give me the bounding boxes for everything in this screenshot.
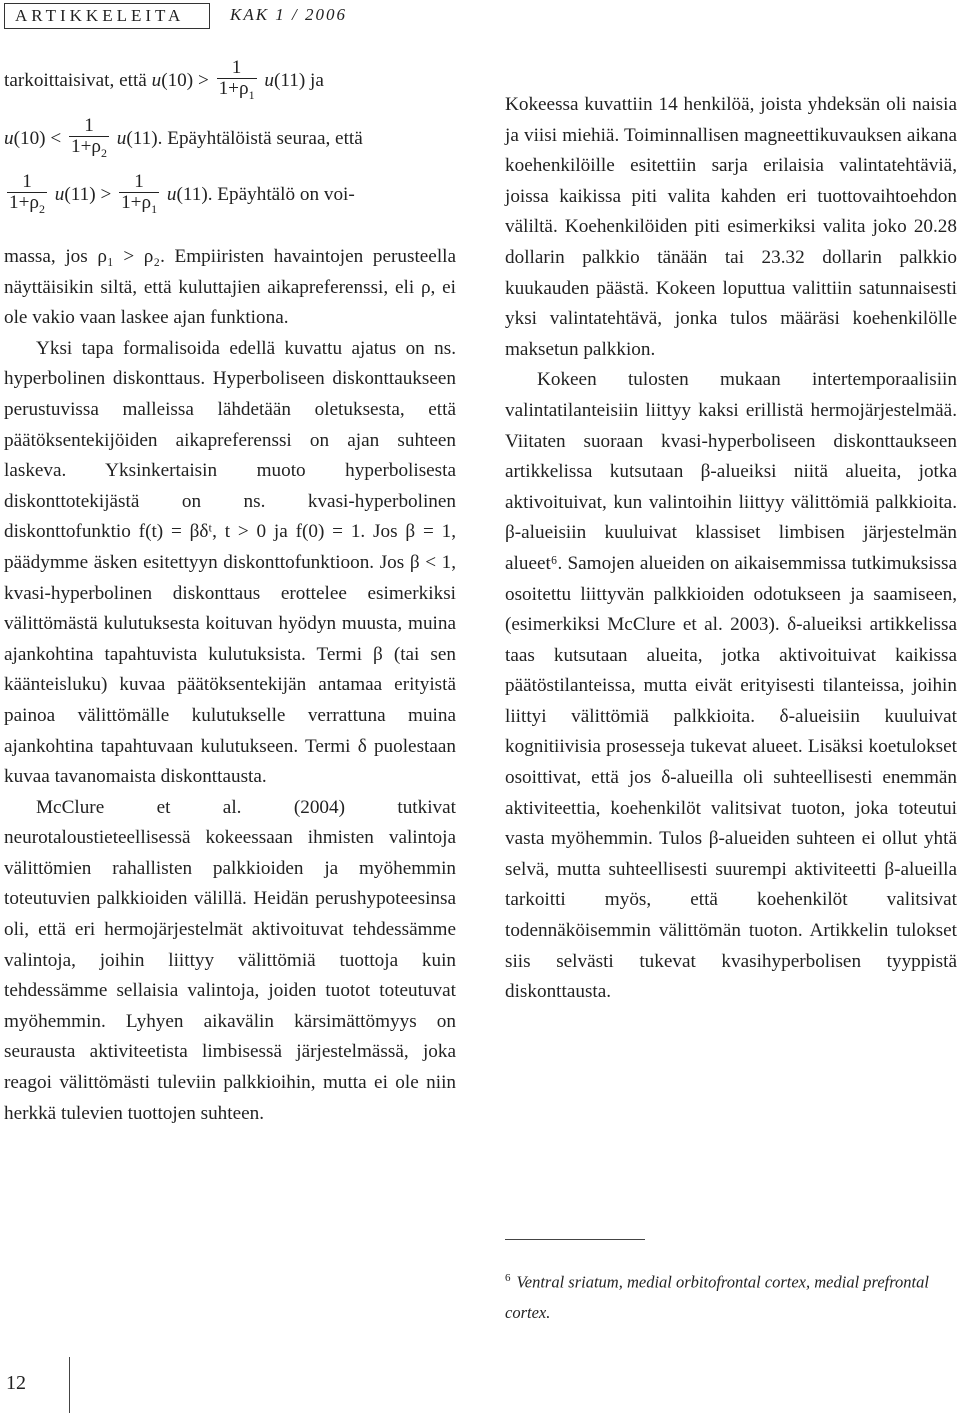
fraction: $\frac{1}{1+\rho_2}$ xyxy=(9,171,45,216)
fraction: $\frac{1}{1+\rho_2}$ xyxy=(70,115,107,160)
right-column xyxy=(505,90,957,1008)
paragraph: Kokeessa kuvattiin 14 henkilöä, joista yhdeksän oli naisia ja viisi miehiä. Toiminnallisen magneettikuvauksen aikana koehenkilöille esitettiin sarja erilaisia valintatehtäviä, joissa kaikissa piti valita kahden eri tuottovaihtoehdon väliltä. Koehenkilöiden piti esimerkiksi valita joko 20.28 dollarin palkkio tänään tai 23.32 dollarin palkkio kuukauden päästä. Kokeen loputtua valittiin satunnaisesti yksi valintatehtävä, jonka tulos määräsi koehenkilölle maksetun palkkion. xyxy=(505,94,957,360)
paragraph: Yksi tapa formalisoida edellä kuvattu ajatus on ns. hyperbolinen diskonttaus. Hyperboliseen diskonttaukseen perustuvissa malleissa lähdetään oletuksesta, että päätöksentekijöiden aikapreferenssi on ajan suhteen laskeva. Yksinkertaisin muoto hyperbolisesta diskonttotekijästä on ns. kvasi-hyperbolinen diskonttofunktio f(t) = βδᵗ, t > 0 ja f(0) = 1. Jos β = 1, päädymme äsken esitettyyn diskonttofunktioon. Jos β < 1, kvasi-hyperbolinen diskonttaus erottelee esimerkiksi välittömästä kulutuksesta koituvan hyödyn muusta, muina ajankohtina tapahtuvista kulutuksista. Termi β (tai sen käänteisluku) kuvaa päätöksentekijän antamaa erityistä painoa välittömälle kulutukselle verrattuna muina ajankohtina tapahtuvaan kulutukseen. Termi δ puolestaan kuvaa tavanomaista diskonttausta. xyxy=(4,337,456,788)
section-label: ARTIKKELEITA xyxy=(4,3,210,29)
page-number: 12 xyxy=(6,1372,26,1394)
fraction: $\frac{1}{1+\rho_1}$ xyxy=(121,171,158,216)
paragraph: Kokeen tulosten mukaan intertemporaalisiin valintatilanteisiin liittyy kaksi erillistä hermojärjestelmää. Viitaten suoraan kvasi-hyperboliseen diskonttaukseen artikkelissa kutsutaan β-alueiksi niitä alueita, jotka aktivoituivat, kun valintoihin liittyy välittömiä palkkioita. β-alueisiin kuuluivat klassiset limbisen järjestelmän alueet⁶. Samojen alueiden on aikaisemmissa tutkimuksissa osoitettu liittyvän palkkioiden odotukseen ja saamiseen, (esimerkiksi McClure et al. 2003). δ-alueiksi artikkelissa taas kutsutaan alueita, jotka aktivoituivat kaikissa päätöstilanteissa, mutta eivät erityisesti tilanteissa, joihin liittyi välittömiä palkkioita. δ-alueisiin kuuluivat kognitiivisia prosesseja tukevat alueet. Lisäksi koetulokset osoittivat, että jos δ-alueilla oli suhteellisesti enemmän aktiviteettia, koehenkilöt valitsivat tuoton, joka toteutui vasta myöhemmin. Tulos β-alueiden suhteen ei ollut yhtä selvä, mutta suhteellisesti suurempi aktiviteetti β-alueilla tarkoitti myös, että koehenkilöt valitsivat todennäköisemmin välittömän tuoton. Artikkelin tulokset siis selvästi tukevat kvasihyperbolisen tyyppistä diskonttausta. xyxy=(505,369,957,1003)
math-line-1: tarkoittaisivat, että u(10) > $\frac{1}{1+\rho_1}$ u(11) ja xyxy=(4,58,456,120)
left-column xyxy=(4,57,456,1159)
fraction: $\frac{1}{1+\rho_1}$ xyxy=(218,57,255,102)
paragraph: McClure et al. (2004) tutkivat neurotaloustieteellisessä kokeessaan ihmisten valintoja välittömien rahallisten palkkioiden ja myöhemmin toteutuvien palkkioiden välillä. Heidän perushypoteesinsa oli, että eri hermojärjestelmät aktivoituvat tehdessämme valintoja, joihin liittyy välittömiä tuottoja kuin tehdessämme sellaisia valintoja, joiden tuotot toteutuvat myöhemmin. Lyhyen aikavälin kärsimättömyys on seurausta aktiviteetista limbisessä järjestelmässä, joka reagoi välittömästi tuleviin palkkioihin, mutta ei ole niin herkkä tulevien tuottojen suhteen. xyxy=(4,796,456,1124)
page-number-rule xyxy=(69,1357,70,1413)
footnote-mark: 6 xyxy=(505,1272,511,1284)
footnote-text: Ventral sriatum, medial orbitofrontal cortex, medial prefrontal cortex. xyxy=(505,1272,929,1322)
footnote xyxy=(505,1263,957,1328)
journal-issue: KAK 1 / 2006 xyxy=(230,5,348,24)
math-line-2: u(10) < $\frac{1}{1+\rho_2}$ u(11). Epäyhtälöistä seuraa, että xyxy=(4,116,456,174)
paragraph: massa, jos ρ₁ > ρ₂. Empiiristen havaintojen perusteella näyttäisikin siltä, että kuluttajien aikapreferenssi, eli ρ, ei ole vakio vaan laskee ajan funktiona. xyxy=(4,246,456,329)
page-header xyxy=(0,0,960,34)
math-line-3: $\frac{1}{1+\rho_2}$ u(11) > $\frac{1}{1+\rho_1}$ u(11). Epäyhtälö on voi- xyxy=(4,172,456,236)
footnote-rule xyxy=(505,1239,645,1240)
